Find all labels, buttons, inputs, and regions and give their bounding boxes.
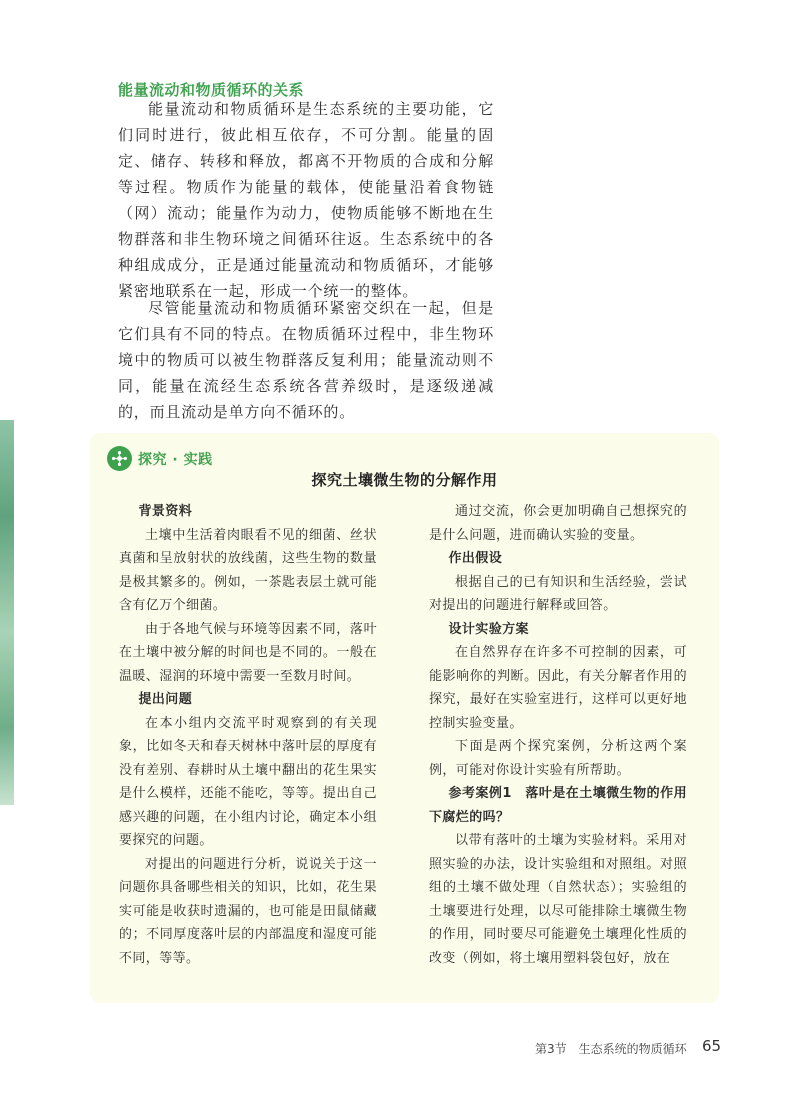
background-paragraph-2: 由于各地气候与环境等因素不同，落叶在土壤中被分解的时间也是不同的。一般在温暖、湿润的环境中需要一至数月时间。	[119, 621, 377, 684]
left-edge-photo-strip	[0, 420, 14, 805]
activity-right-column	[429, 500, 687, 970]
exchange-paragraph: 通过交流，你会更加明确自己想探究的是什么问题，进而确认实验的变量。	[429, 504, 687, 543]
subheading-case-1: 参考案例1 落叶是在土壤微生物的作用下腐烂的吗？	[429, 786, 687, 825]
activity-box	[90, 433, 719, 1003]
design-paragraph-1: 在自然界存在许多不可控制的因素，可能影响你的判断。因此，有关分解者作用的探究，最好在实验室进行，这样可以更好地控制实验变量。	[429, 645, 687, 731]
page-number: 65	[702, 1037, 722, 1055]
activity-badge-label: 探究 · 实践	[138, 451, 213, 468]
question-paragraph-2: 对提出的问题进行分析，说说关于这一问题你具备哪些相关的知识，比如，花生果实可能是收获时遗漏的，也可能是田鼠储藏的；不同厚度落叶层的内部温度和湿度可能不同，等等。	[119, 856, 377, 966]
footer-section-title: 第3节 生态系统的物质循环	[535, 1042, 687, 1056]
subheading-background: 背景资料	[138, 504, 193, 519]
activity-left-column	[119, 500, 377, 970]
question-paragraph-1: 在本小组内交流平时观察到的有关现象，比如冬天和春天树林中落叶层的厚度有没有差别、春耕时从土壤中翻出的花生果实是什么模样，还能不能吃，等等。提出自己感兴趣的问题，在小组内讨论，确定本小组要探究的问题。	[119, 715, 377, 848]
activity-title: 探究土壤微生物的分解作用	[311, 471, 498, 489]
hypothesis-paragraph: 根据自己的已有知识和生活经验，尝试对提出的问题进行解释或回答。	[429, 574, 687, 613]
molecule-icon	[107, 446, 132, 471]
design-paragraph-2: 下面是两个探究案例，分析这两个案例，可能对你设计实验有所帮助。	[429, 739, 687, 778]
case-1-paragraph: 以带有落叶的土壤为实验材料。采用对照实验的办法，设计实验组和对照组。对照组的土壤不做处理（自然状态）；实验组的土壤要进行处理，以尽可能排除土壤微生物的作用，同时要尽可能避免土壤理化性质的改变（例如，将土壤用塑料袋包好，放在	[429, 833, 687, 966]
background-paragraph-1: 土壤中生活着肉眼看不见的细菌、丝状真菌和呈放射状的放线菌，这些生物的数量是极其繁多的。例如，一茶匙表层土就可能含有亿万个细菌。	[119, 527, 377, 613]
subheading-hypothesis: 作出假设	[448, 551, 503, 566]
subheading-design: 设计实验方案	[448, 621, 529, 637]
activity-badge	[107, 446, 213, 471]
section-heading: 能量流动和物质循环的关系	[118, 81, 305, 99]
subheading-question: 提出问题	[138, 692, 193, 707]
body-paragraph-2: 尽管能量流动和物质循环紧密交织在一起，但是它们具有不同的特点。在物质循环过程中，非生物环境中的物质可以被生物群落反复利用；能量流动则不同，能量在流经生态系统各营养级时，是逐级递减的，而且流动是单方向不循环的。	[118, 299, 494, 421]
body-paragraph-1: 能量流动和物质循环是生态系统的主要功能，它们同时进行，彼此相互依存，不可分割。能量的固定、储存、转移和释放，都离不开物质的合成和分解等过程。物质作为能量的载体，使能量沿着食物链（网）流动；能量作为动力，使物质能够不断地在生物群落和非生物环境之间循环往返。生态系统中的各种组成成分，正是通过能量流动和物质循环，才能够紧密地联系在一起，形成一个统一的整体。	[118, 100, 494, 300]
